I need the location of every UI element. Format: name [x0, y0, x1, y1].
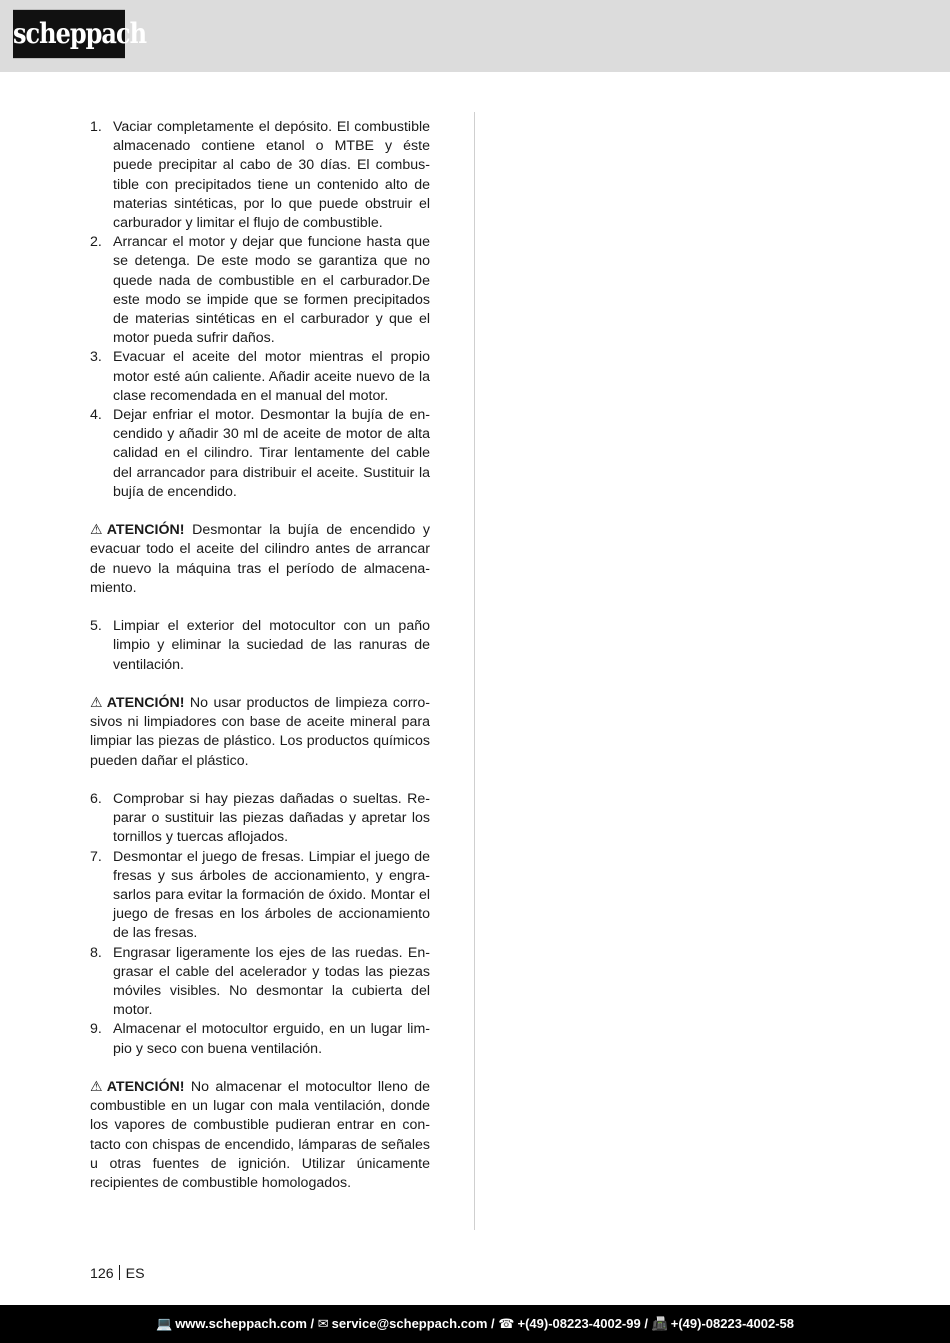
step-number: 4. [90, 407, 102, 424]
column-divider [474, 112, 475, 1230]
step-text: Desmontar el juego de fresas. Limpiar el juego de fresas y sus árboles de accionamiento, y engrasarlos para evitar la formación de óxido. Montar el juego de fresas en los árboles de accionamiento de las fresas. [113, 848, 430, 942]
step-text: Limpiar el exterior del motocultor con un paño limpio y eliminar la suciedad de las ranuras de ventilación. [113, 618, 430, 673]
warning-label: ATENCIÓN! [106, 695, 185, 712]
warning-triangle-icon: ⚠ [90, 522, 103, 539]
warning-notice [90, 1078, 430, 1193]
warning-triangle-icon: ⚠ [90, 695, 103, 712]
footer-separator: / [487, 1316, 499, 1331]
warning-notice [90, 694, 430, 771]
warning-label: ATENCIÓN! [106, 1079, 185, 1096]
step-text: Evacuar el aceite del motor mientras el propio motor esté aún caliente. Añadir aceite nuevo de la clase recomendada en el manual del motor. [113, 349, 430, 404]
list-item [90, 790, 430, 848]
phone-number: +(49)-08223-4002-99 [517, 1316, 641, 1331]
page-number-value: 126 [90, 1266, 114, 1282]
language-code: ES [125, 1266, 145, 1282]
fax-number: +(49)-08223-4002-58 [670, 1316, 794, 1331]
computer-icon: 💻 [156, 1316, 173, 1331]
warning-text: No usar productos de limpieza corrosivos ni limpiadores con base de aceite mineral para limpiar las piezas de plástico. Los productos químicos pueden dañar el plástico. [90, 695, 430, 769]
page-footer [0, 1305, 950, 1343]
step-number: 6. [90, 791, 102, 808]
scheppach-logo: scheppach [13, 10, 125, 58]
step-number: 9. [90, 1021, 102, 1038]
list-item [90, 944, 430, 1021]
steps-list-1 [90, 118, 430, 502]
steps-list-3 [90, 790, 430, 1059]
list-item [90, 406, 430, 502]
step-number: 5. [90, 618, 102, 635]
step-number: 8. [90, 944, 102, 961]
footer-separator: / [640, 1316, 652, 1331]
step-text: Engrasar ligeramente los ejes de las ruedas. Engrasar el cable del acelerador y todas las piezas móviles visibles. No desmontar la cubierta del motor. [113, 944, 430, 1019]
step-text: Almacenar el motocultor erguido, en un lugar limpio y seco con buena ventilación. [113, 1021, 430, 1057]
step-text: Comprobar si hay piezas dañadas o sueltas. Reparar o sustituir las piezas dañadas y apretar los tornillos y tuercas aflojados. [113, 791, 430, 846]
text-column [90, 118, 430, 1193]
step-number: 7. [90, 848, 102, 865]
warning-text: Desmontar la bujía de encendido y evacuar todo el aceite del cilindro antes de arrancar de nuevo la máquina tras el período de almacenamiento. [90, 522, 430, 596]
email-link[interactable]: service@scheppach.com [331, 1316, 488, 1331]
step-text: Vaciar completamente el depósito. El combustible almacenado contiene etanol o MTBE y éste puede precipitar al cabo de 30 días. El combustible con precipitados tiene un contenido alto de materias sintéticas, por lo que puede obstruir el carburador y limitar el flujo de combustible. [113, 119, 430, 232]
page-number-separator [119, 1265, 120, 1280]
warning-notice [90, 521, 430, 598]
list-item [90, 617, 430, 675]
phone-icon: ☎ [498, 1316, 515, 1331]
step-number: 1. [90, 119, 102, 135]
website-link[interactable]: www.scheppach.com [175, 1316, 307, 1331]
page-number [90, 1265, 145, 1282]
warning-triangle-icon: ⚠ [90, 1079, 103, 1096]
step-number: 2. [90, 234, 102, 251]
step-number: 3. [90, 349, 102, 366]
list-item [90, 348, 430, 406]
mail-icon: ✉ [317, 1316, 329, 1331]
steps-list-2 [90, 617, 430, 675]
warning-text: No almacenar el motocultor lleno de combustible en un lugar con mala ventilación, donde los vapores de combustible pudieran entrar en contacto con chispas de encendido, lámparas de señales u otras fuentes de ignición. Utilizar únicamente recipientes de combustible homologados. [90, 1079, 430, 1192]
list-item [90, 1020, 430, 1058]
list-item [90, 848, 430, 944]
footer-separator: / [306, 1316, 318, 1331]
warning-label: ATENCIÓN! [106, 522, 185, 539]
list-item [90, 233, 430, 348]
list-item [90, 118, 430, 233]
fax-icon: 📠 [651, 1316, 668, 1331]
step-text: Arrancar el motor y dejar que funcione hasta que se detenga. De este modo se garantiza que no quede nada de combustible en el carburador.De este modo se impide que se formen precipitados de materias sintéticas en el carburador y que el motor pueda sufrir daños. [113, 234, 430, 347]
step-text: Dejar enfriar el motor. Desmontar la bujía de encendido y añadir 30 ml de aceite de motor de alta calidad en el cilindro. Tirar lentamente del cable del arrancador para distribuir el aceite. Sustituir la bujía de encendido. [113, 407, 430, 500]
page-header [0, 0, 950, 72]
